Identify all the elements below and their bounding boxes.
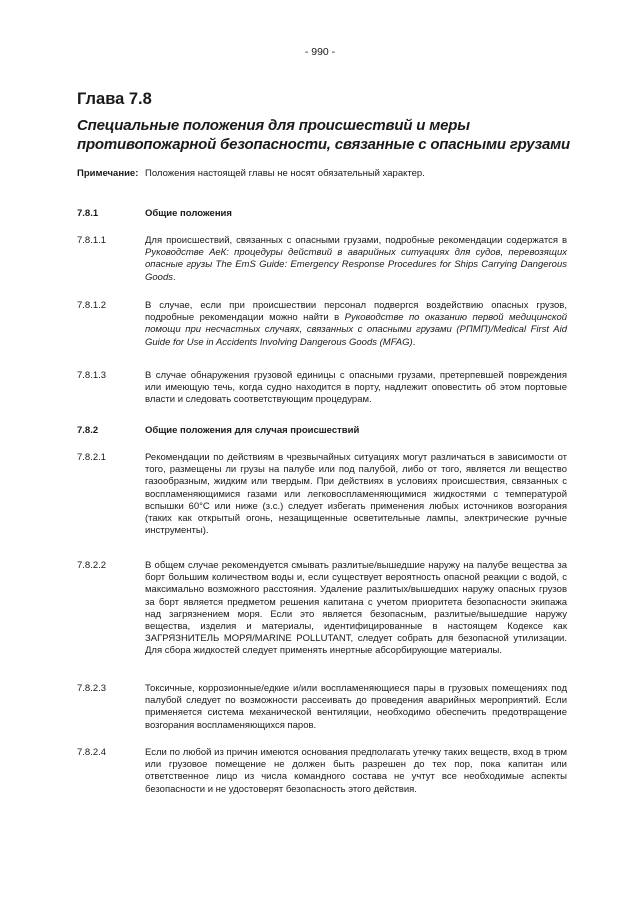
chapter-title-line-2: противопожарной безопасности, связанные с опасными грузами bbox=[77, 136, 570, 153]
chapter-heading: Глава 7.8 bbox=[77, 90, 152, 108]
page-number: - 990 - bbox=[304, 46, 336, 58]
section-text: Для происшествий, связанных с опасными грузами, подробные рекомендации содержатся в Руководстве АеК: процедуры действий в аварийных ситуациях для судов, перевозящих опасные грузы The EmS Guide: Emergency Response Procedures for Ships Carrying Dangerous Goods. bbox=[145, 235, 567, 283]
section-7-8-2 bbox=[77, 425, 567, 437]
section-heading: Общие положения для случая происшествий bbox=[145, 425, 360, 436]
section-number: 7.8.1 bbox=[77, 208, 99, 219]
section-number: 7.8.2.4 bbox=[77, 747, 107, 758]
section-text: Токсичные, коррозионные/едкие и/или воспламеняющиеся пары в грузовых помещениях под палубой следует по возможности рассеивать до проведения аварийных мероприятий. Если применяется система механической вентиляции, необходимо обеспечить предотвращение возгорания воспламеняющихся паров. bbox=[145, 683, 567, 731]
chapter-title bbox=[77, 116, 577, 154]
section-text: Рекомендации по действиям в чрезвычайных ситуациях могут различаться в зависимости от того, размещены ли грузы на палубе или под палубой, либо от того, является ли вещество газообразным, жидким или твердым. При действиях в условиях происшествия, связанных с воспламеняющимися газами или легковоспламеняющимися жидкостями с температурой вспышки 60°С или ниже (з.с.) следует избегать применения любых источников возгорания (таких как открытый огонь, незащищенные осветительные лампы, электрические ручные инструменты). bbox=[145, 452, 567, 537]
guide-title-ru: Руководстве АеК: процедуры действий в аварийных ситуациях для судов, перевозящих опасные грузы bbox=[145, 247, 567, 271]
note-label: Примечание: bbox=[77, 168, 139, 179]
section-text: В случае обнаружения грузовой единицы с опасными грузами, претерпевшей повреждения или имеющую течь, когда судно находится в порту, надлежит оповестить об этом портовые власти и следовать соответствующим процедурам. bbox=[145, 370, 567, 406]
section-number: 7.8.2 bbox=[77, 425, 99, 436]
section-number: 7.8.2.1 bbox=[77, 452, 107, 463]
section-7-8-1 bbox=[77, 208, 567, 220]
section-7-8-1-2 bbox=[77, 300, 567, 349]
section-number: 7.8.2.2 bbox=[77, 560, 107, 571]
section-text: Если по любой из причин имеются основания предполагать утечку таких веществ, вход в трюм или грузовое помещение не должен быть разрешен до тех пор, пока капитан или ответственное лицо из числа командного состава не учтут все необходимые аспекты безопасности и не удостоверят безопасность этого действия. bbox=[145, 747, 567, 795]
chapter-title-line-1: Специальные положения для происшествий и меры bbox=[77, 117, 470, 134]
section-number: 7.8.1.1 bbox=[77, 235, 107, 246]
section-number: 7.8.1.2 bbox=[77, 300, 107, 311]
note bbox=[77, 168, 425, 179]
section-7-8-2-4 bbox=[77, 747, 567, 796]
guide-title-en: The EmS Guide: Emergency Response Procedures for Ships Carrying Dangerous Goods bbox=[145, 259, 567, 283]
section-7-8-2-3 bbox=[77, 683, 567, 732]
mfag-title: Руководстве по оказанию первой медицинской помощи при несчастных случаях, связанных с опасными грузами (РПМП)/Medical First Aid Guide for Use in Accidents Involving Dangerous Goods (MFAG) bbox=[145, 312, 568, 348]
section-text: В случае, если при происшествии персонал подвергся воздействию опасных грузов, подробные рекомендации можно найти в Руководстве по оказанию первой медицинской помощи при несчастных случаях, связанных с опасными грузами (РПМП)/Medical First Aid Guide for Use in Accidents Involving Dangerous Goods (MFAG). bbox=[145, 300, 568, 348]
section-7-8-1-1 bbox=[77, 235, 567, 284]
section-7-8-2-2 bbox=[77, 560, 567, 658]
section-heading: Общие положения bbox=[145, 208, 232, 219]
note-text: Положения настоящей главы не носят обязательный характер. bbox=[145, 168, 425, 179]
section-number: 7.8.2.3 bbox=[77, 683, 107, 694]
section-number: 7.8.1.3 bbox=[77, 370, 107, 381]
section-7-8-1-3 bbox=[77, 370, 567, 407]
section-7-8-2-1 bbox=[77, 452, 567, 537]
section-text: В общем случае рекомендуется смывать разлитые/вышедшие наружу на палубе вещества за борт большим количеством воды и, если существует вероятность опасной реакции с водой, с максимально возможного расстояния. Удаление разлитых/вышедших наружу опасных грузов за борт является предметом решения капитана с учетом приоритета безопасности экипажа над загрязнением моря. Если это является безопасным, разлитые/вышедшие наружу вещества, изделия и материалы, идентифицированные в настоящем Кодексе как ЗАГРЯЗНИТЕЛЬ МОРЯ/MARINE POLLUTANT, следует собрать для безопасной утилизации. Для сбора жидкостей следует применять инертные абсорбирующие материалы. bbox=[145, 560, 567, 657]
